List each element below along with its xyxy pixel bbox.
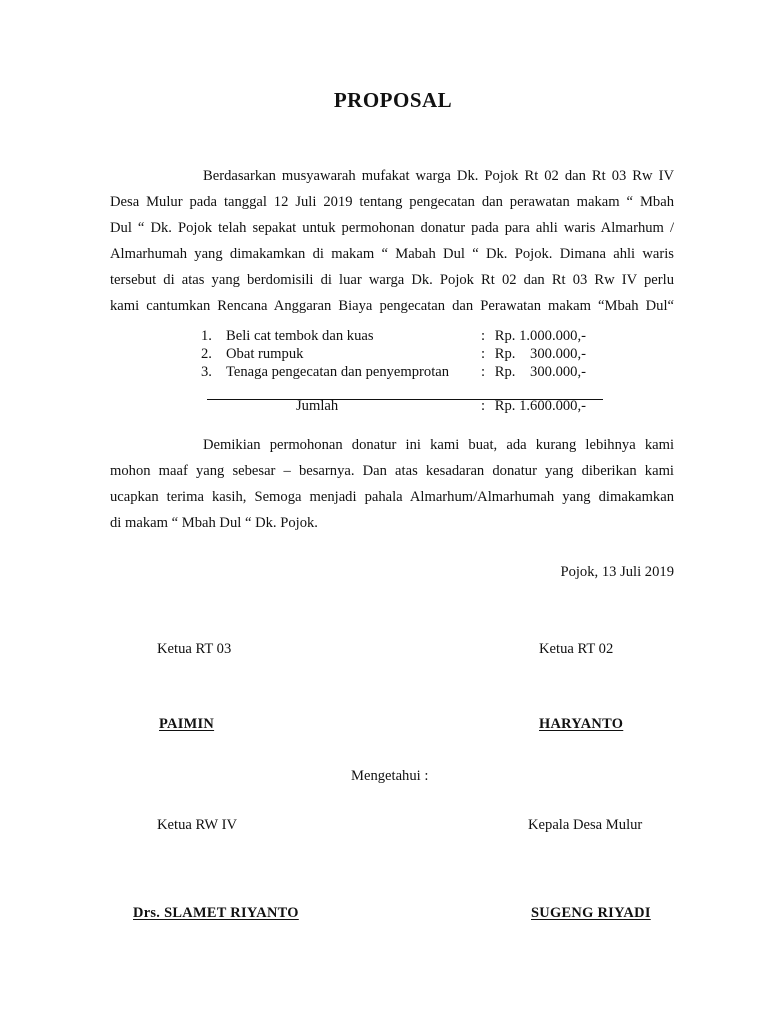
village-head-signatory-name: SUGENG RIYADI	[531, 905, 651, 921]
acknowledged-label: Mengetahui :	[351, 768, 429, 784]
rt03-title: Ketua RT 03	[157, 641, 232, 657]
opening-paragraph	[110, 163, 674, 319]
budget-item-amount: Rp. 300.000,-	[494, 364, 586, 380]
budget-total-row	[0, 398, 768, 416]
budget-total-colon: :	[481, 398, 486, 414]
closing-paragraph	[110, 432, 674, 536]
paragraph-line: ucapkan terima kasih, Semoga menjadi pahala Almarhum/Almarhumah yang dimakamkan	[110, 489, 674, 505]
paragraph-line: kami cantumkan Rencana Anggaran Biaya pengecatan dan Perawatan makam “Mbah Dul“	[110, 298, 674, 314]
budget-total-label: Jumlah	[296, 398, 339, 414]
paragraph-line: Desa Mulur pada tanggal 12 Juli 2019 tentang pengecatan dan perawatan makam “ Mbah	[110, 194, 674, 210]
paragraph-line: Berdasarkan musyawarah mufakat warga Dk. Pojok Rt 02 dan Rt 03 Rw IV	[203, 168, 674, 184]
budget-item-amount: Rp. 300.000,-	[494, 346, 586, 362]
paragraph-line: di makam “ Mbah Dul “ Dk. Pojok.	[110, 515, 318, 531]
budget-item-amount: Rp. 1.000.000,-	[494, 328, 586, 344]
budget-item	[0, 346, 768, 364]
paragraph-line: Dul “ Dk. Pojok telah sepakat untuk permohonan donatur pada para ahli waris Almarhum /	[110, 220, 674, 236]
place-date: Pojok, 13 Juli 2019	[560, 564, 674, 580]
rw-signatory-name: Drs. SLAMET RIYANTO	[133, 905, 299, 921]
budget-item-number: 1.	[201, 328, 212, 344]
paragraph-line: tersebut di atas yang berdomisili di luar warga Dk. Pojok Rt 02 dan Rt 03 Rw IV perlu	[110, 272, 674, 288]
rt02-signatory-name: HARYANTO	[539, 716, 624, 732]
budget-item-colon: :	[481, 346, 486, 362]
paragraph-line: mohon maaf yang sebesar – besarnya. Dan atas kesadaran donatur yang diberikan kami	[110, 463, 674, 479]
budget-item-number: 3.	[201, 364, 212, 380]
budget-total-amount: Rp. 1.600.000,-	[494, 398, 586, 414]
paragraph-line: Almarhumah yang dimakamkan di makam “ Mabah Dul “ Dk. Pojok. Dimana ahli waris	[110, 246, 674, 262]
budget-item-description: Beli cat tembok dan kuas	[226, 328, 374, 344]
document-title: PROPOSAL	[333, 88, 453, 112]
rt02-title: Ketua RT 02	[539, 641, 614, 657]
budget-item	[0, 328, 768, 346]
budget-item-number: 2.	[201, 346, 212, 362]
rt03-signatory-name: PAIMIN	[159, 716, 215, 732]
paragraph-line: Demikian permohonan donatur ini kami buat, ada kurang lebihnya kami	[203, 437, 674, 453]
budget-item-description: Tenaga pengecatan dan penyemprotan	[226, 364, 450, 380]
budget-item-description: Obat rumpuk	[226, 346, 304, 362]
budget-item-colon: :	[481, 328, 486, 344]
rw-title: Ketua RW IV	[157, 817, 237, 833]
village-head-title: Kepala Desa Mulur	[528, 817, 643, 833]
budget-item-colon: :	[481, 364, 486, 380]
budget-item	[0, 364, 768, 382]
